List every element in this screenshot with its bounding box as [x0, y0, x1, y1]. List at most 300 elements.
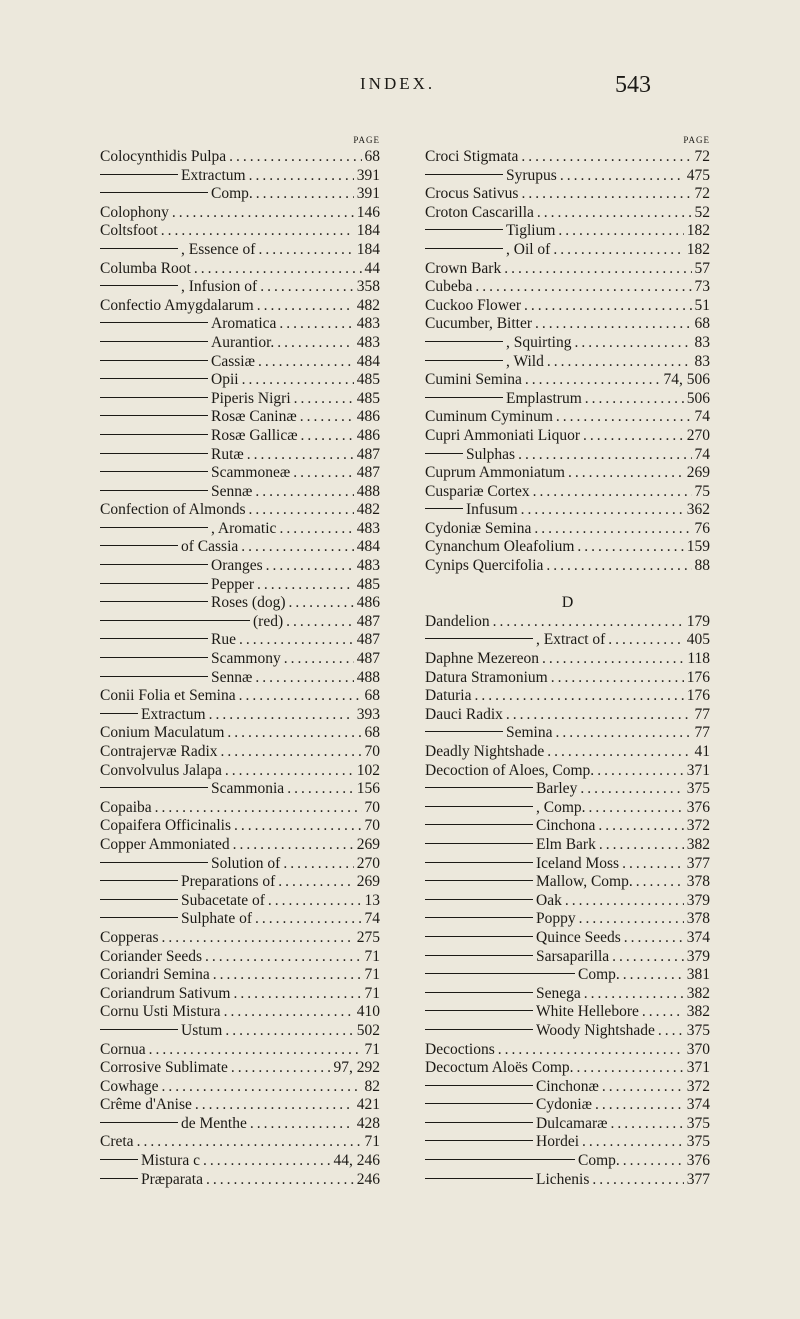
index-term: Cydoniæ: [536, 1096, 592, 1114]
page-reference: 374: [686, 1096, 710, 1114]
ditto-rule: [100, 620, 250, 621]
index-entry: [100, 948, 380, 967]
index-entry: [425, 1022, 710, 1041]
dot-leader: [524, 297, 691, 316]
dot-leader: [301, 427, 354, 446]
ditto-rule: [425, 862, 533, 863]
ditto-rule: [425, 341, 503, 342]
index-entry: [100, 631, 380, 650]
dot-leader: [277, 334, 353, 353]
dot-leader: [300, 408, 354, 427]
page-reference: 74: [694, 408, 710, 426]
page-reference: 482: [356, 501, 380, 519]
page-reference: 159: [686, 538, 710, 556]
page-column-label: PAGE: [353, 135, 380, 145]
index-entry: [425, 799, 710, 818]
index-entry: [425, 222, 710, 241]
index-term: , Oil of: [506, 240, 551, 258]
page-reference: 485: [356, 371, 380, 389]
index-entry: [100, 613, 380, 632]
index-term: Hordei: [536, 1133, 580, 1151]
ditto-rule: [100, 676, 208, 677]
page-reference: 405: [686, 631, 710, 649]
index-entry: [100, 483, 380, 502]
page-reference: 502: [356, 1021, 380, 1039]
index-entry: [425, 278, 710, 297]
index-entry: [425, 724, 710, 743]
page-reference: 487: [356, 612, 380, 630]
dot-leader: [556, 408, 692, 427]
ditto-rule: [100, 434, 208, 435]
index-term: Infusum: [466, 501, 518, 519]
index-entry: [100, 1115, 380, 1134]
page-reference: 74: [694, 445, 710, 463]
page-reference: 179: [686, 612, 710, 630]
dot-leader: [279, 315, 353, 334]
index-term: Copaifera Officinalis: [100, 817, 231, 835]
dot-leader: [239, 687, 362, 706]
dot-leader: [493, 613, 684, 632]
index-term: Comp.: [578, 1152, 620, 1170]
page-reference: 375: [686, 780, 710, 798]
dot-leader: [525, 371, 661, 390]
index-term: Aromatica: [211, 315, 277, 333]
dot-leader: [560, 167, 684, 186]
index-term: Coriandrum Sativum: [100, 984, 231, 1002]
page-reference: 378: [686, 910, 710, 928]
index-entry: [100, 892, 380, 911]
page-reference: 270: [356, 854, 380, 872]
ditto-rule: [425, 806, 533, 807]
ditto-rule: [425, 843, 533, 844]
page-reference: 371: [686, 1059, 710, 1077]
index-term: Comp.: [578, 966, 620, 984]
page-reference: 269: [356, 873, 380, 891]
index-entry: [100, 390, 380, 409]
dot-leader: [283, 855, 353, 874]
index-entry: [100, 334, 380, 353]
index-term: Croton Cascarilla: [425, 203, 534, 221]
dot-leader: [610, 1115, 683, 1134]
index-entry: [425, 520, 710, 539]
index-entry: [100, 538, 380, 557]
index-term: , Extract of: [536, 631, 606, 649]
dot-leader: [256, 185, 354, 204]
index-entry: [425, 260, 710, 279]
ditto-rule: [425, 174, 503, 175]
ditto-rule: [100, 713, 138, 714]
index-term: Solution of: [211, 854, 281, 872]
index-term: Cupri Ammoniati Liquor: [425, 426, 580, 444]
index-term: Sulphas: [466, 445, 516, 463]
index-term: Cynanchum Oleafolium: [425, 538, 575, 556]
ditto-rule: [100, 583, 208, 584]
dot-leader: [622, 855, 684, 874]
index-term: Iceland Moss: [536, 854, 620, 872]
page-reference: 71: [364, 1040, 380, 1058]
page-reference: 358: [356, 278, 380, 296]
ditto-rule: [425, 824, 533, 825]
dot-leader: [257, 297, 354, 316]
index-entry: [425, 948, 710, 967]
index-term: Cubeba: [425, 278, 473, 296]
dot-leader: [213, 966, 362, 985]
index-term: Decoctions: [425, 1040, 495, 1058]
index-term: Rosæ Caninæ: [211, 408, 297, 426]
index-term: Dulcamaræ: [536, 1114, 608, 1132]
dot-leader: [547, 743, 691, 762]
page-number: 543: [615, 72, 651, 98]
ditto-rule: [100, 787, 208, 788]
dot-leader: [209, 706, 354, 725]
page-reference: 184: [356, 222, 380, 240]
index-term: Cassiæ: [211, 352, 255, 370]
index-entry: [425, 613, 710, 632]
index-term: Piperis Nigri: [211, 389, 291, 407]
page-reference: 182: [686, 240, 710, 258]
index-entry: [425, 371, 710, 390]
index-term: Mallow, Comp.: [536, 873, 633, 891]
dot-leader: [624, 929, 684, 948]
index-entry: [100, 836, 380, 855]
page-reference: 88: [694, 557, 710, 575]
index-term: Scammoneæ: [211, 464, 291, 482]
dot-leader: [577, 1059, 684, 1078]
dot-leader: [205, 948, 361, 967]
index-term: Cinchona: [536, 817, 596, 835]
page-reference: 52: [694, 203, 710, 221]
page-reference: 486: [356, 426, 380, 444]
ditto-rule: [425, 638, 533, 639]
page-reference: 475: [686, 166, 710, 184]
page-reference: 118: [687, 650, 710, 668]
page-column-label: PAGE: [683, 135, 710, 145]
page-reference: 382: [686, 835, 710, 853]
index-term: Colocynthidis Pulpa: [100, 148, 227, 165]
ditto-rule: [100, 899, 178, 900]
page-reference: 371: [686, 761, 710, 779]
dot-leader: [286, 613, 354, 632]
dot-leader: [249, 501, 354, 520]
page-reference: 83: [694, 352, 710, 370]
page-reference: 488: [356, 482, 380, 500]
dot-leader: [258, 353, 354, 372]
index-entry: [100, 687, 380, 706]
dot-leader: [284, 650, 354, 669]
dot-leader: [636, 873, 684, 892]
index-entry: [100, 985, 380, 1004]
dot-leader: [504, 260, 691, 279]
index-term: Cuckoo Flower: [425, 296, 522, 314]
index-term: Semina: [506, 724, 553, 742]
index-entry: [425, 1041, 710, 1060]
index-term: Crown Bark: [425, 259, 502, 277]
index-term: Scammony: [211, 650, 281, 668]
dot-leader: [582, 1133, 684, 1152]
index-term: de Menthe: [181, 1114, 247, 1132]
blank-line: [425, 576, 710, 595]
index-entry: [100, 427, 380, 446]
index-entry: [425, 650, 710, 669]
index-entry: [425, 483, 710, 502]
page-reference: 68: [694, 315, 710, 333]
dot-leader: [534, 520, 691, 539]
dot-leader: [546, 557, 691, 576]
index-entry: [100, 185, 380, 204]
index-entry: [100, 873, 380, 892]
page-reference: 72: [694, 148, 710, 165]
dot-leader: [521, 501, 684, 520]
page-reference: 77: [694, 724, 710, 742]
index-entry: [425, 1003, 710, 1022]
dot-leader: [247, 446, 354, 465]
dot-leader: [206, 1171, 354, 1190]
ditto-rule: [100, 1178, 138, 1179]
index-term: Subacetate of: [181, 891, 265, 909]
dot-leader: [474, 687, 683, 706]
index-term: Deadly Nightshade: [425, 743, 545, 760]
index-term: , Infusion of: [181, 278, 258, 296]
ditto-rule: [100, 322, 208, 323]
index-term: Decoction of Aloes, Comp.: [425, 761, 595, 779]
dot-leader: [521, 185, 691, 204]
ditto-rule: [100, 1029, 178, 1030]
index-entry: [425, 501, 710, 520]
ditto-rule: [425, 787, 533, 788]
page-reference: 378: [686, 873, 710, 891]
dot-leader: [233, 985, 361, 1004]
index-term: , Comp.: [536, 798, 586, 816]
index-entry: [425, 985, 710, 1004]
ditto-rule: [425, 880, 533, 881]
index-entry: [100, 222, 380, 241]
page-reference: 275: [356, 928, 380, 946]
index-entry: [425, 780, 710, 799]
dot-leader: [565, 892, 684, 911]
index-entry: [100, 297, 380, 316]
index-entry: [100, 1078, 380, 1097]
dot-leader: [584, 985, 684, 1004]
dot-leader: [556, 724, 692, 743]
page-reference: 484: [356, 352, 380, 370]
index-entry: [100, 1133, 380, 1152]
index-entry: [100, 669, 380, 688]
index-term: Rosæ Gallicæ: [211, 426, 298, 444]
index-term: Cuprum Ammoniatum: [425, 464, 565, 482]
index-term: Oak: [536, 891, 562, 909]
ditto-rule: [100, 1122, 178, 1123]
dot-leader: [279, 520, 353, 539]
index-entry: [425, 353, 710, 372]
index-entry: [100, 799, 380, 818]
index-entry: [425, 297, 710, 316]
dot-leader: [225, 1022, 353, 1041]
index-term: Confectio Amygdalarum: [100, 296, 254, 314]
index-entry: [425, 334, 710, 353]
page-reference: 376: [686, 798, 710, 816]
index-entry: [100, 408, 380, 427]
index-entry: [425, 1133, 710, 1152]
page-reference: 421: [356, 1096, 380, 1114]
dot-leader: [558, 222, 683, 241]
page-reference: 382: [686, 984, 710, 1002]
page-reference: 82: [364, 1077, 380, 1095]
index-term: Cinchonæ: [536, 1077, 599, 1095]
ditto-rule: [100, 285, 178, 286]
dot-leader: [287, 780, 354, 799]
index-entry: [100, 1096, 380, 1115]
page-reference: 393: [356, 705, 380, 723]
index-entry: [425, 408, 710, 427]
index-entry: [100, 817, 380, 836]
index-entry: [425, 241, 710, 260]
index-term: Conii Folia et Semina: [100, 687, 236, 705]
page-reference: 184: [356, 240, 380, 258]
index-entry: [100, 353, 380, 372]
index-entry: [100, 576, 380, 595]
index-entry: [425, 910, 710, 929]
index-entry: [100, 260, 380, 279]
dot-leader: [255, 910, 361, 929]
index-entry: [100, 1003, 380, 1022]
page-reference: 487: [356, 650, 380, 668]
page-reference: 375: [686, 1021, 710, 1039]
index-term: Mistura c: [141, 1152, 200, 1170]
ditto-rule: [100, 564, 208, 565]
page-reference: 68: [364, 687, 380, 705]
dot-leader: [250, 1115, 354, 1134]
dot-leader: [137, 1133, 362, 1152]
ditto-rule: [100, 415, 208, 416]
page-reference: 488: [356, 668, 380, 686]
index-term: Convolvulus Jalapa: [100, 761, 222, 779]
index-entry: [100, 966, 380, 985]
page-reference: 74: [364, 910, 380, 928]
ditto-rule: [100, 917, 178, 918]
dot-leader: [623, 1152, 684, 1171]
index-entry: [425, 706, 710, 725]
page-reference: 176: [686, 687, 710, 705]
index-term: Sennæ: [211, 482, 253, 500]
index-term: Crocus Sativus: [425, 185, 519, 203]
dot-leader: [155, 799, 362, 818]
index-entry: [425, 817, 710, 836]
ditto-rule: [100, 545, 178, 546]
index-term: Cynips Quercifolia: [425, 557, 544, 575]
dot-leader: [268, 892, 362, 911]
page-reference: 83: [694, 333, 710, 351]
dot-leader: [658, 1022, 684, 1041]
index-term: Copaiba: [100, 798, 152, 816]
index-term: Cornu Usti Mistura: [100, 1003, 221, 1021]
ditto-rule: [425, 731, 503, 732]
dot-leader: [547, 353, 692, 372]
ditto-rule: [425, 936, 533, 937]
index-entry: [425, 1171, 710, 1190]
index-term: Columba Root: [100, 259, 191, 277]
page-reference: 483: [356, 333, 380, 351]
dot-leader: [162, 1078, 362, 1097]
index-entry: [100, 724, 380, 743]
index-entry: [100, 371, 380, 390]
page-reference: 156: [356, 780, 380, 798]
index-entry: [425, 446, 710, 465]
page-reference: 506: [686, 389, 710, 407]
index-entry: [425, 762, 710, 781]
page-reference: 51: [694, 296, 710, 314]
index-term: Opii: [211, 371, 239, 389]
page-reference: 379: [686, 891, 710, 909]
index-entry: [425, 204, 710, 223]
index-term: Conium Maculatum: [100, 724, 225, 742]
dot-leader: [599, 836, 684, 855]
dot-leader: [229, 148, 361, 167]
dot-leader: [288, 594, 353, 613]
index-entry: [100, 446, 380, 465]
ditto-rule: [100, 490, 208, 491]
dot-leader: [278, 873, 353, 892]
page-reference: 70: [364, 817, 380, 835]
page-reference: 381: [686, 966, 710, 984]
dot-leader: [551, 669, 684, 688]
index-term: Syrupus: [506, 166, 557, 184]
index-term: Aurantior.: [211, 333, 275, 351]
index-entry: [425, 427, 710, 446]
page-reference: 362: [686, 501, 710, 519]
page-reference: 71: [364, 947, 380, 965]
page-reference: 73: [694, 278, 710, 296]
index-term: Cuminum Cyminum: [425, 408, 553, 426]
ditto-rule: [425, 397, 503, 398]
dot-leader: [257, 576, 354, 595]
dot-leader: [266, 557, 354, 576]
ditto-rule: [100, 192, 208, 193]
page-reference: 487: [356, 445, 380, 463]
index-term: (red): [253, 612, 284, 630]
index-term: Confection of Almonds: [100, 501, 246, 519]
index-entry: [100, 204, 380, 223]
page-reference: 68: [364, 148, 380, 165]
index-term: Roses (dog): [211, 594, 286, 612]
index-term: Comp.: [211, 185, 253, 203]
ditto-rule: [100, 1159, 138, 1160]
index-entry: [100, 743, 380, 762]
page-reference: 146: [356, 203, 380, 221]
index-term: Extractum: [181, 166, 246, 184]
index-term: Sennæ: [211, 668, 253, 686]
dot-leader: [239, 631, 354, 650]
index-entry: [425, 1078, 710, 1097]
index-column-left: [100, 132, 380, 1189]
ditto-rule: [100, 471, 208, 472]
index-entry: [425, 464, 710, 483]
page-reference: 483: [356, 315, 380, 333]
index-term: Cumini Semina: [425, 371, 522, 389]
ditto-rule: [425, 973, 575, 974]
index-term: Rutæ: [211, 445, 244, 463]
ditto-rule: [425, 453, 463, 454]
dot-leader: [574, 334, 691, 353]
index-entry: [100, 167, 380, 186]
ditto-rule: [425, 1010, 533, 1011]
dot-leader: [242, 371, 354, 390]
page-reference: 71: [364, 1133, 380, 1151]
dot-leader: [623, 966, 684, 985]
index-entry: [425, 185, 710, 204]
dot-leader: [535, 315, 692, 334]
ditto-rule: [100, 378, 208, 379]
ditto-rule: [100, 601, 208, 602]
